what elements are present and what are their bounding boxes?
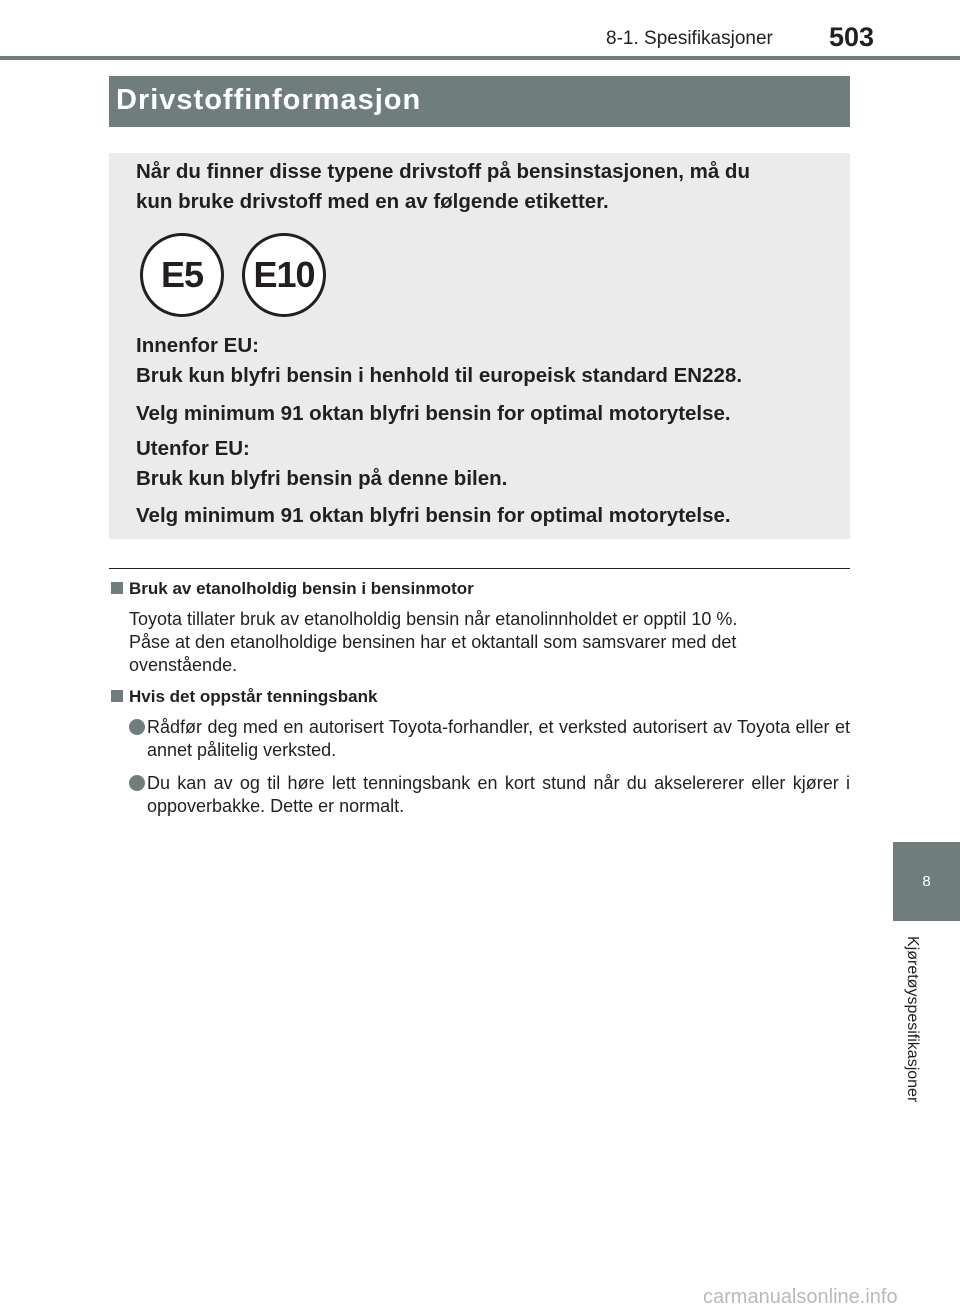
watermark: carmanualsonline.info: [703, 1286, 898, 1308]
intro-line-1: Når du finner disse typene drivstoff på bensinstasjonen, må du: [136, 160, 750, 183]
eu-text: Bruk kun blyfri bensin i henhold til europeisk standard EN228.: [136, 364, 743, 387]
round-bullet-icon: [129, 719, 145, 735]
ethanol-text-line-1: Toyota tillater bruk av etanolholdig bensin når etanolinnholdet er opptil 10 %.: [129, 609, 738, 629]
ethanol-heading: [111, 578, 474, 600]
ethanol-heading-text: Bruk av etanolholdig bensin i bensinmotor: [129, 579, 474, 598]
knocking-heading-text: Hvis det oppstår tenningsbank: [129, 687, 378, 706]
non-eu-octane: Velg minimum 91 oktan blyfri bensin for optimal motorytelse.: [136, 504, 731, 527]
header-rule: [0, 56, 960, 60]
square-bullet-icon: [111, 690, 123, 702]
chapter-title: Kjøretøyspesifikasjoner: [904, 936, 921, 1103]
page-number: 503: [829, 22, 875, 52]
non-eu-heading: Utenfor EU:: [136, 437, 250, 460]
square-bullet-icon: [111, 582, 123, 594]
non-eu-text: Bruk kun blyfri bensin på denne bilen.: [136, 467, 508, 490]
knocking-bullet-1: Rådfør deg med en autorisert Toyota-forhandler, et verksted autorisert av Toyota eller et annet pålitelig verksted.: [147, 717, 850, 760]
intro-line-2: kun bruke drivstoff med en av følgende etiketter.: [136, 190, 609, 213]
ethanol-text-line-3: ovenstående.: [129, 655, 238, 675]
fuel-label-e10: E10: [242, 233, 326, 317]
fuel-label-e5: E5: [140, 233, 224, 317]
ethanol-text-line-2: Påse at den etanolholdige bensinen har et oktantall som samsvarer med det: [129, 632, 737, 652]
section-label: 8-1. Spesifikasjoner: [606, 28, 773, 49]
chapter-tab: 8: [893, 842, 960, 921]
eu-octane: Velg minimum 91 oktan blyfri bensin for optimal motorytelse.: [136, 402, 731, 425]
page-title: Drivstoffinformasjon: [116, 84, 422, 116]
round-bullet-icon: [129, 775, 145, 791]
section-divider: [109, 568, 850, 569]
knocking-heading: [111, 686, 377, 708]
eu-heading: Innenfor EU:: [136, 334, 259, 357]
knocking-bullet-2: Du kan av og til høre lett tenningsbank en kort stund når du akselererer eller kjører i oppoverbakke. Dette er normalt.: [147, 773, 850, 816]
